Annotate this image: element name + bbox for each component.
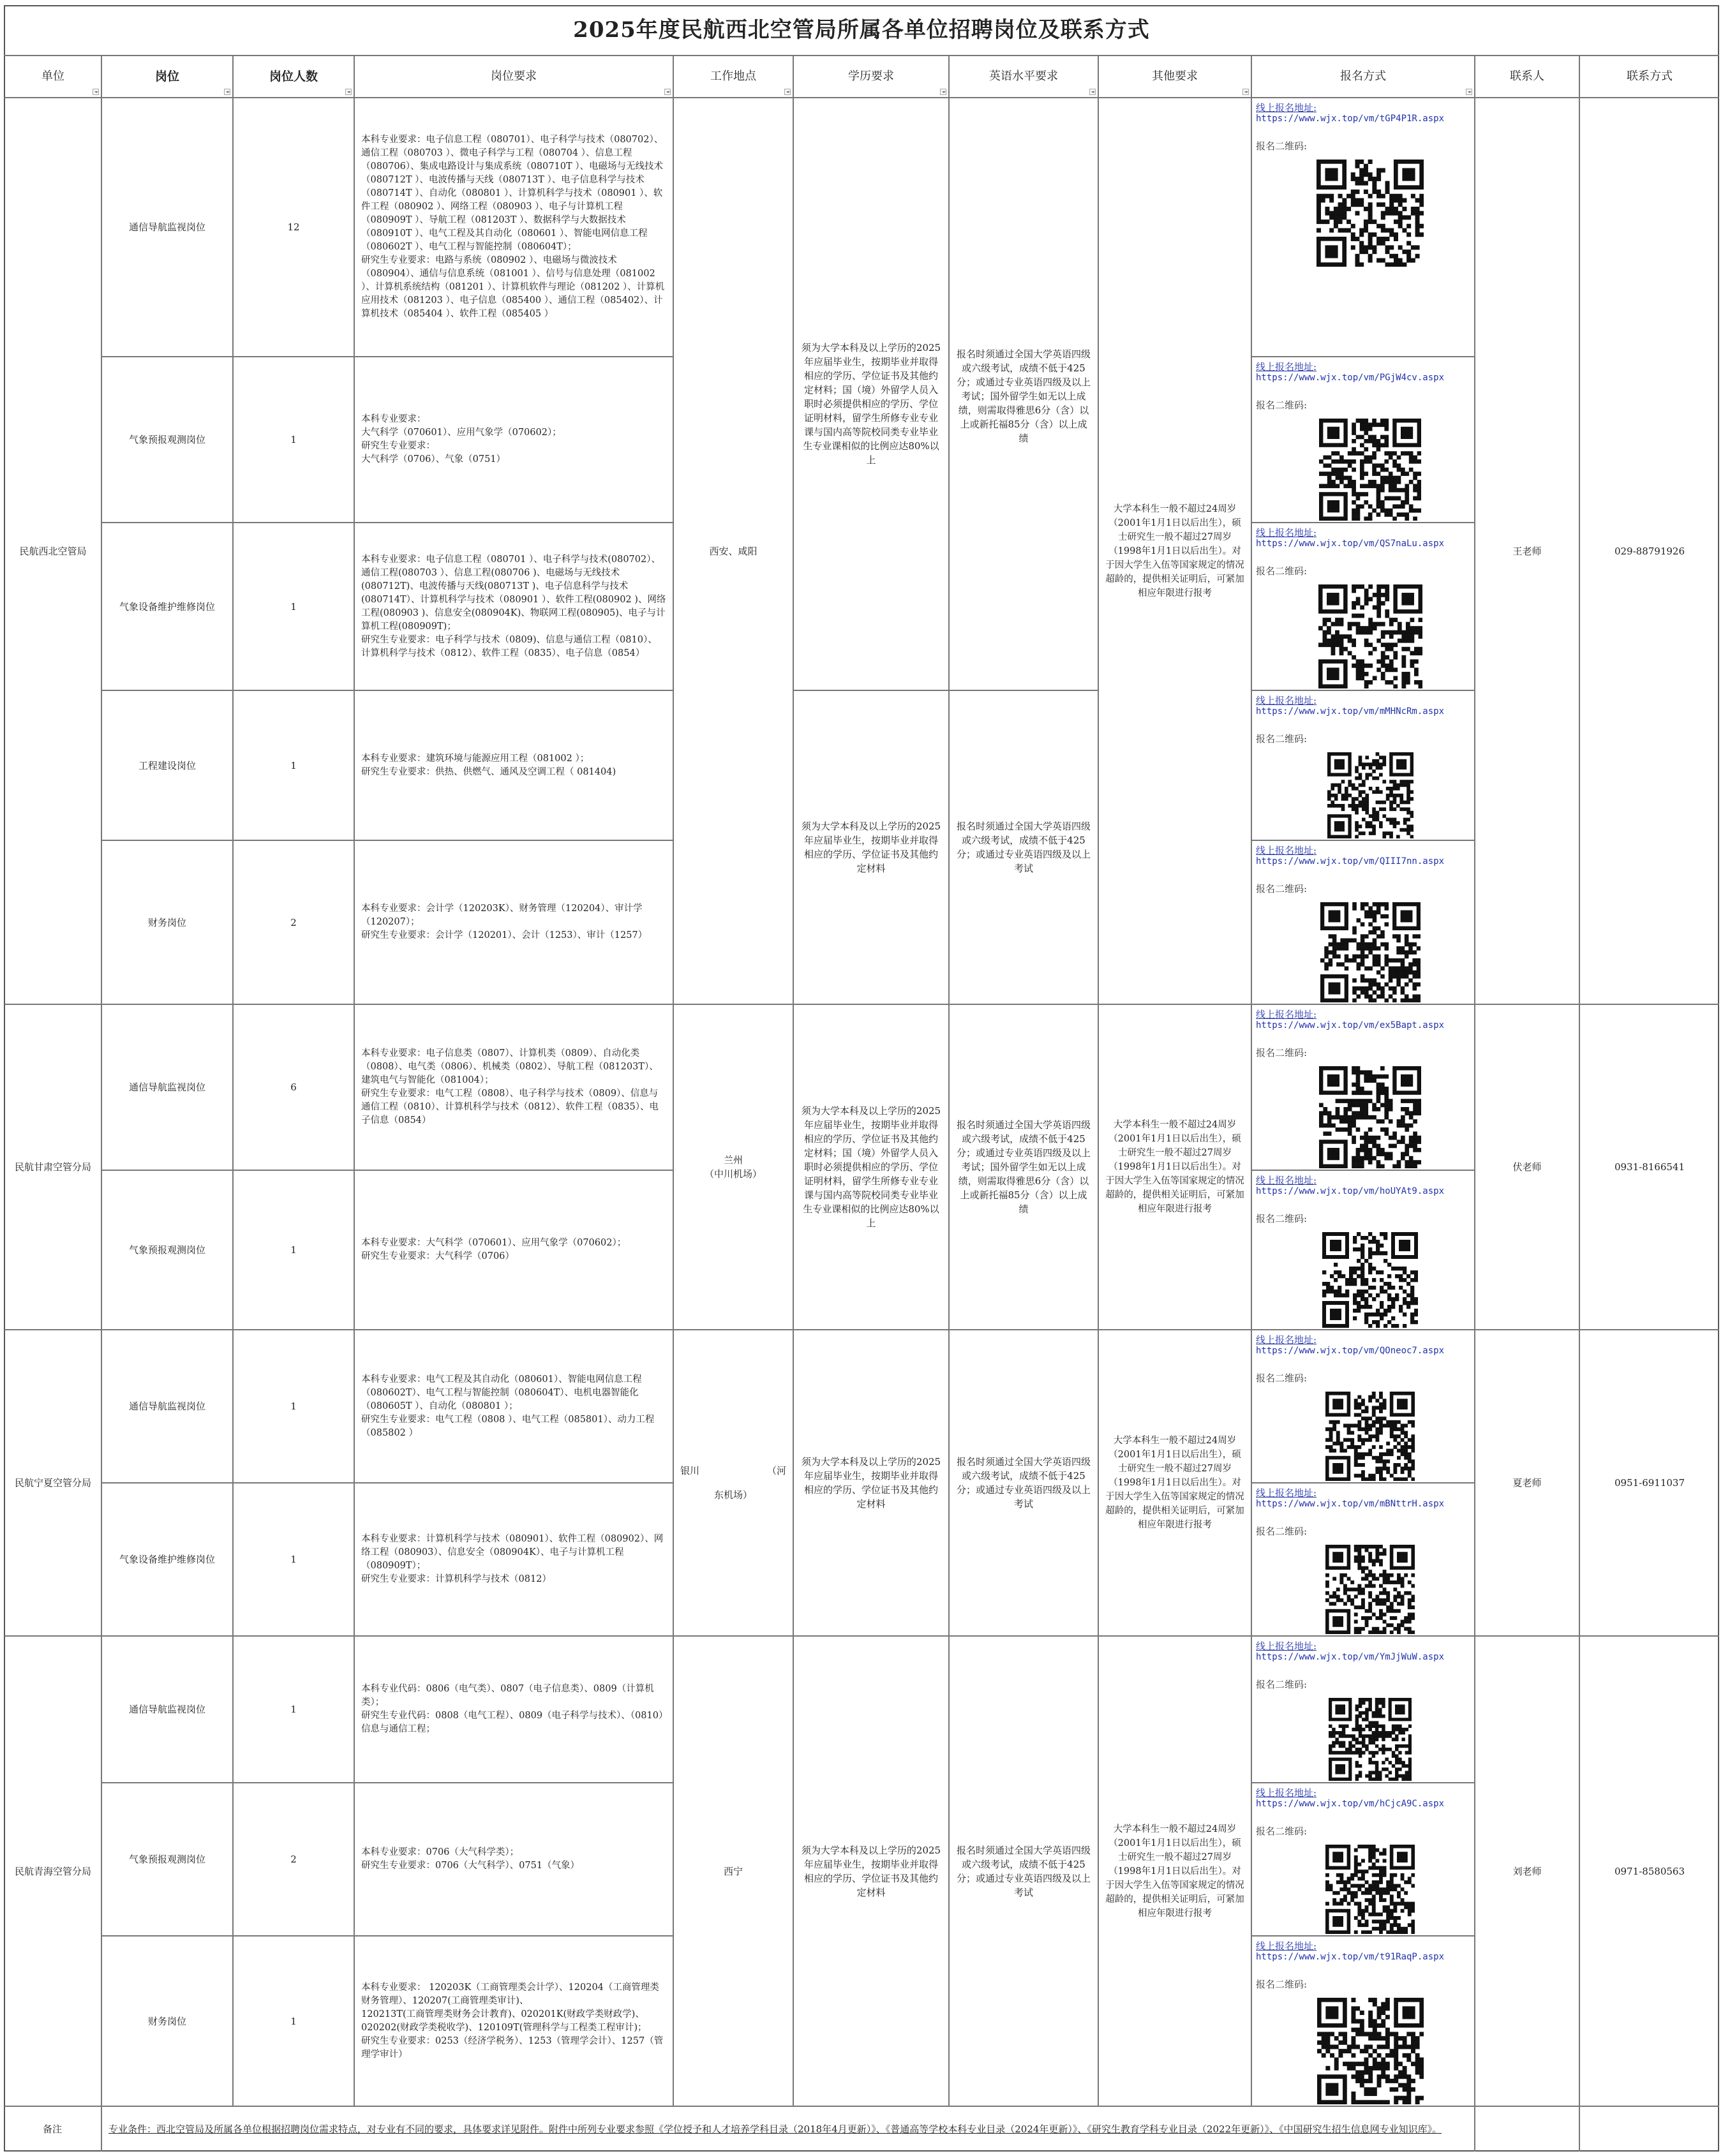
position-name: 工程建设岗位: [102, 691, 234, 841]
signup-qr-label: 报名二维码:: [1256, 140, 1308, 152]
signup-url-link[interactable]: https://www.wjx.top/vm/hCjcA9C.aspx: [1256, 1799, 1445, 1809]
signup-qr-label: 报名二维码:: [1256, 733, 1308, 745]
position-name: 通信导航监视岗位: [102, 98, 234, 357]
position-name: 气象预报观测岗位: [102, 357, 234, 523]
contact-name: 刘老师: [1475, 1637, 1580, 2107]
location-airport-prefix: （河: [766, 1465, 786, 1476]
position-requirements: 本科专业要求： 120203K（工商管理类会计学）、120204（工商管理类财务管理）、120207(工商管理类审计)、 120213T(工商管理类财务会计教育)、020201K(财政学类财政学)、020202(财政学类税收学)、120109T(管理科学与工程类工程审计)； 研究生专业要求：0253（经济学税务）、1253（管理学会计）、1257（管理学审计）: [355, 1937, 674, 2107]
position-count: 1: [234, 691, 355, 841]
signup-qr-code-icon[interactable]: [1316, 160, 1424, 267]
position-count: 1: [234, 523, 355, 691]
work-location: 西宁: [674, 1637, 794, 2107]
english-requirements: 报名时须通过全国大学英语四级或六级考试，成绩不低于425分；或通过专业英语四级及以上考试；国外留学生如无以上成绩，则需取得雅思6分（含）以上或新托福85分（含）以上成绩: [950, 1005, 1099, 1330]
header-location-label: 工作地点: [710, 70, 756, 83]
position-requirements: 本科专业要求：计算机科学与技术（080901）、软件工程（080902）、网络工程（080903）、信息安全（080904K）、电子与计算机工程（080909T）； 研究生专业要求：计算机科学与技术（0812）: [355, 1483, 674, 1637]
unit-name: 民航甘肃空管分局: [4, 1005, 102, 1330]
filter-dropdown-icon[interactable]: [1242, 89, 1249, 95]
signup-qr-label: 报名二维码:: [1256, 1047, 1308, 1059]
position-count: 1: [234, 1637, 355, 1783]
remarks-text: [102, 2107, 1475, 2152]
signup-url-link[interactable]: https://www.wjx.top/vm/ex5Bapt.aspx: [1256, 1020, 1445, 1030]
position-name: 通信导航监视岗位: [102, 1005, 234, 1171]
header-unit-label: 单位: [41, 70, 64, 83]
position-requirements: 本科专业要求：电子信息工程（080701）、电子科学与技术（080702）、通信工程（080703 ）、微电子科学与工程（080704 ）、信息工程（080706）、集成电路设计与集成系统（080710T ）、电磁场与无线技术（080712T ）、电波传播与天线（080713T ）、电子信息科学与技术（080714T ）、自动化（080801 ）、计算机科学与技术（080901 ）、软件工程（080902 ）、网络工程（080903 ）、电子与计算机工程（080909T ）、导航工程（081203T ）、数据科学与大数据技术（080910T ）、电气工程及其自动化（080601 ）、智能电网信息工程（080602T ）、电气工程与智能控制（080604T）； 研究生专业要求：电路与系统（080902 ）、电磁场与微波技术（080904）、通信与信息系统（081001 ）、信号与信息处理（081002 ）、计算机系统结构（081201 ）、计算机软件与理论（081202 ）、计算机应用技术（081203 ）、电子信息（085400 ）、通信工程（085402）、计算机技术（085404 ）、软件工程（085405 ）: [355, 98, 674, 357]
header-position[interactable]: [102, 56, 234, 98]
filter-dropdown-icon[interactable]: [664, 89, 671, 95]
signup-url-link[interactable]: https://www.wjx.top/vm/mBNttrH.aspx: [1256, 1499, 1445, 1509]
signup-qr-label: 报名二维码:: [1256, 1979, 1308, 1990]
education-requirements: 须为大学本科及以上学历的2025年应届毕业生，按期毕业并取得相应的学历、学位证书及其他约定材料: [794, 691, 950, 1005]
signup-qr-label: 报名二维码:: [1256, 1372, 1308, 1384]
education-requirements: 须为大学本科及以上学历的2025年应届毕业生，按期毕业并取得相应的学历、学位证书及其他约定材料: [794, 1637, 950, 2107]
signup-cell: [1252, 691, 1475, 841]
signup-cell: [1252, 523, 1475, 691]
position-name: 气象预报观测岗位: [102, 1783, 234, 1937]
other-requirements: 大学本科生一般不超过24周岁（2001年1月1日以后出生），硕士研究生一般不超过27周岁（1998年1月1日以后出生）。对于因大学生入伍等国家规定的情况超龄的，提供相关证明后，可紧加相应年限进行报考: [1099, 1330, 1252, 1637]
signup-cell: [1252, 98, 1475, 357]
contact-phone: 029-88791926: [1580, 98, 1719, 1005]
contact-name: 夏老师: [1475, 1330, 1580, 1637]
signup-cell: [1252, 1330, 1475, 1483]
signup-url-link[interactable]: https://www.wjx.top/vm/QS7naLu.aspx: [1256, 539, 1445, 549]
signup-qr-code-icon[interactable]: [1327, 752, 1413, 838]
position-name: 气象预报观测岗位: [102, 1171, 234, 1330]
position-count: 1: [234, 1330, 355, 1483]
signup-cell: [1252, 1637, 1475, 1783]
english-requirements: 报名时须通过全国大学英语四级或六级考试，成绩不低于425分；或通过专业英语四级及以上考试: [950, 691, 1099, 1005]
position-name: 通信导航监视岗位: [102, 1330, 234, 1483]
signup-qr-code-icon[interactable]: [1322, 1232, 1418, 1328]
position-requirements: 本科专业要求：建筑环境与能源应用工程（081002 ）； 研究生专业要求：供热、供燃气、通风及空调工程（ 081404): [355, 691, 674, 841]
position-name: 财务岗位: [102, 841, 234, 1005]
filter-dropdown-icon[interactable]: [345, 89, 352, 95]
other-requirements: 大学本科生一般不超过24周岁（2001年1月1日以后出生），硕士研究生一般不超过27周岁（1998年1月1日以后出生）。对于因大学生入伍等国家规定的情况超龄的，提供相关证明后，可紧加相应年限进行报考: [1099, 1005, 1252, 1330]
position-name: 通信导航监视岗位: [102, 1637, 234, 1783]
signup-qr-label: 报名二维码:: [1256, 399, 1308, 411]
signup-cell: [1252, 1783, 1475, 1937]
page-title: 2025年度民航西北空管局所属各单位招聘岗位及联系方式: [4, 5, 1719, 56]
signup-online-label: 线上报名地址:: [1256, 845, 1317, 856]
signup-qr-code-icon[interactable]: [1325, 1545, 1415, 1634]
signup-online-label: 线上报名地址:: [1256, 527, 1317, 539]
header-signup[interactable]: [1252, 56, 1475, 98]
signup-qr-label: 报名二维码:: [1256, 1679, 1308, 1690]
contact-phone: 0931-8166541: [1580, 1005, 1719, 1330]
position-count: 1: [234, 1937, 355, 2107]
position-count: 1: [234, 357, 355, 523]
filter-dropdown-icon[interactable]: [784, 89, 791, 95]
signup-url-link[interactable]: https://www.wjx.top/vm/t91RaqP.aspx: [1256, 1952, 1445, 1962]
filter-dropdown-icon[interactable]: [93, 89, 99, 95]
position-count: 12: [234, 98, 355, 357]
signup-qr-label: 报名二维码:: [1256, 1825, 1308, 1837]
remarks-label: 备注: [4, 2107, 102, 2152]
signup-qr-code-icon[interactable]: [1325, 1392, 1415, 1481]
filter-dropdown-icon[interactable]: [1089, 89, 1096, 95]
work-location: [674, 1330, 794, 1637]
signup-url-link[interactable]: https://www.wjx.top/vm/mMHNcRm.aspx: [1256, 706, 1445, 717]
signup-online-label: 线上报名地址:: [1256, 1940, 1317, 1952]
signup-cell: [1252, 841, 1475, 1005]
signup-url-link[interactable]: https://www.wjx.top/vm/hoUYAt9.aspx: [1256, 1186, 1445, 1196]
header-requirements[interactable]: [355, 56, 674, 98]
signup-cell: [1252, 357, 1475, 523]
header-location[interactable]: [674, 56, 794, 98]
english-requirements: 报名时须通过全国大学英语四级或六级考试，成绩不低于425分；或通过专业英语四级及以上考试；国外留学生如无以上成绩，则需取得雅思6分（含）以上或新托福85分（含）以上成绩: [950, 98, 1099, 691]
signup-online-label: 线上报名地址:: [1256, 1334, 1317, 1346]
signup-online-label: 线上报名地址:: [1256, 1175, 1317, 1186]
header-signup-label: 报名方式: [1340, 70, 1386, 83]
signup-qr-code-icon[interactable]: [1325, 1845, 1415, 1934]
signup-url-link[interactable]: https://www.wjx.top/vm/QIII7nn.aspx: [1256, 856, 1445, 866]
position-count: 2: [234, 841, 355, 1005]
signup-qr-code-icon[interactable]: [1319, 419, 1421, 521]
english-requirements: 报名时须通过全国大学英语四级或六级考试，成绩不低于425分；或通过专业英语四级及以上考试: [950, 1330, 1099, 1637]
filter-dropdown-icon[interactable]: [224, 89, 230, 95]
position-name: 气象设备维护维修岗位: [102, 523, 234, 691]
unit-name: 民航西北空管局: [4, 98, 102, 1005]
header-english-label: 英语水平要求: [989, 70, 1058, 83]
header-unit[interactable]: [4, 56, 102, 98]
signup-url-link[interactable]: https://www.wjx.top/vm/YmJjWuW.aspx: [1256, 1652, 1445, 1662]
work-location: 西安、咸阳: [674, 98, 794, 1005]
position-count: 6: [234, 1005, 355, 1171]
signup-qr-label: 报名二维码:: [1256, 565, 1308, 577]
unit-name: 民航青海空管分局: [4, 1637, 102, 2107]
signup-online-label: 线上报名地址:: [1256, 102, 1317, 114]
position-name: 气象设备维护维修岗位: [102, 1483, 234, 1637]
header-other-label: 其他要求: [1152, 70, 1198, 83]
header-contact: 联系人: [1475, 56, 1580, 98]
header-english[interactable]: [950, 56, 1099, 98]
remarks-text-content: 专业条件：西北空管局及所属各单位根据招聘岗位需求特点，对专业有不同的要求，具体要求详见附件。附件中所列专业要求参照《学位授予和人才培养学科目录（2018年4月更新）》、《普通高等学校本科专业目录（2024年更新）》、《研究生教育学科专业目录（2022年更新）》、《中国研究生招生信息网专业知识库》。: [108, 2123, 1442, 2135]
position-requirements: 本科专业要求：电子信息工程（080701 ）、电子科学与技术(080702）、通信工程(080703 ）、信息工程(080706 )、电磁场与无线技术(080712T)、电波传播与天线(080713T )、电子信息科学与技术(080714T）、计算机科学与技术（080901 ）、软件工程(080902 )、网络工程(080903 )、信息安全(080904K)、物联网工程(080905)、电子与计算机工程(080909T)； 研究生专业要求：电子科学与技术（0809)、信息与通信工程（0810）、计算机科学与技术（0812）、软件工程（0835）、电子信息（0854）: [355, 523, 674, 691]
education-requirements: 须为大学本科及以上学历的2025年应届毕业生，按期毕业并取得相应的学历、学位证书及其他约定材料: [794, 1330, 950, 1637]
position-requirements: 本科专业要求：电气工程及其自动化（080601）、智能电网信息工程（080602T）、电气工程与智能控制（080604T）、电机电器智能化（080605T ）、自动化（080801 ）； 研究生专业要求：电气工程（0808 ）、电气工程（085801）、动力工程（085802 ）: [355, 1330, 674, 1483]
signup-cell: [1252, 1483, 1475, 1637]
signup-qr-code-icon[interactable]: [1319, 1066, 1421, 1168]
position-count: 2: [234, 1783, 355, 1937]
position-requirements: 本科专业要求：会计学（120203K）、财务管理（120204）、审计学（120207）； 研究生专业要求：会计学（120201）、会计（1253）、审计（1257）: [355, 841, 674, 1005]
signup-url-link[interactable]: https://www.wjx.top/vm/QOneoc7.aspx: [1256, 1346, 1445, 1356]
filter-dropdown-icon[interactable]: [1466, 89, 1472, 95]
contact-phone: 0951-6911037: [1580, 1330, 1719, 1637]
position-name: 财务岗位: [102, 1937, 234, 2107]
signup-url-link[interactable]: https://www.wjx.top/vm/PGjW4cv.aspx: [1256, 373, 1445, 383]
signup-online-label: 线上报名地址:: [1256, 1487, 1317, 1499]
signup-qr-code-icon[interactable]: [1320, 902, 1421, 1002]
work-location: 兰州 （中川机场）: [674, 1005, 794, 1330]
signup-cell: [1252, 1171, 1475, 1330]
signup-online-label: 线上报名地址:: [1256, 361, 1317, 373]
position-count: 1: [234, 1483, 355, 1637]
position-requirements: 本科专业代码：0806（电气类）、0807（电子信息类）、0809（计算机类）； 研究生专业代码：0808（电气工程）、0809（电子科学与技术）、（0810）信息与通信工程；: [355, 1637, 674, 1783]
signup-qr-label: 报名二维码:: [1256, 1526, 1308, 1537]
contact-phone: 0971-8580563: [1580, 1637, 1719, 2107]
header-requirements-label: 岗位要求: [491, 70, 537, 83]
location-city: 银川: [680, 1465, 700, 1476]
header-education-label: 学历要求: [848, 70, 894, 83]
filter-dropdown-icon[interactable]: [940, 89, 946, 95]
signup-cell: [1252, 1005, 1475, 1171]
signup-qr-label: 报名二维码:: [1256, 883, 1308, 895]
signup-qr-code-icon[interactable]: [1317, 1998, 1424, 2104]
english-requirements: 报名时须通过全国大学英语四级或六级考试，成绩不低于425分；或通过专业英语四级及以上考试: [950, 1637, 1099, 2107]
education-requirements: 须为大学本科及以上学历的2025年应届毕业生，按期毕业并取得相应的学历、学位证书及其他约定材料；国（境）外留学人员入职时必须提供相应的学历、学位证明材料，留学生所修专业专业课与国内高等院校同类专业毕业生专业课相似的比例应达80%以上: [794, 1005, 950, 1330]
position-count: 1: [234, 1171, 355, 1330]
signup-qr-label: 报名二维码:: [1256, 1213, 1308, 1224]
signup-qr-code-icon[interactable]: [1329, 1698, 1412, 1781]
remarks-empty-phone: [1580, 2107, 1719, 2152]
signup-online-label: 线上报名地址:: [1256, 1787, 1317, 1799]
education-requirements: 须为大学本科及以上学历的2025年应届毕业生，按期毕业并取得相应的学历、学位证书及其他约定材料；国（境）外留学人员入职时必须提供相应的学历、学位证明材料，留学生所修专业专业课与国内高等院校同类专业毕业生专业课相似的比例应达80%以上: [794, 98, 950, 691]
contact-name: 王老师: [1475, 98, 1580, 1005]
signup-url-link[interactable]: https://www.wjx.top/vm/tGP4P1R.aspx: [1256, 114, 1445, 124]
position-requirements: 本科专业要求：电子信息类（0807）、计算机类（0809）、自动化类（0808）、电气类（0806）、机械类（0802）、导航工程（081203T）、建筑电气与智能化（081004）； 研究生专业要求：电气工程（0808）、电子科学与技术（0809）、信息与通信工程（0810）、计算机科学与技术（0812）、软件工程（0835）、电子信息（0854）: [355, 1005, 674, 1171]
header-count-label: 岗位人数: [269, 70, 318, 84]
position-requirements: 本科专业要求： 大气科学（070601）、应用气象学（070602）； 研究生专业要求： 大气科学（0706）、气象（0751）: [355, 357, 674, 523]
signup-online-label: 线上报名地址:: [1256, 695, 1317, 706]
header-count[interactable]: [234, 56, 355, 98]
signup-qr-code-icon[interactable]: [1318, 584, 1422, 688]
unit-name: 民航宁夏空管分局: [4, 1330, 102, 1637]
header-other[interactable]: [1099, 56, 1252, 98]
position-requirements: 本科专业要求：大气科学（070601）、应用气象学（070602）； 研究生专业要求：大气科学（0706）: [355, 1171, 674, 1330]
header-position-label: 岗位: [154, 70, 179, 84]
position-requirements: 本科专业要求：0706（大气科学类）； 研究生专业要求：0706（大气科学）、0751（气象）: [355, 1783, 674, 1937]
location-airport: 东机场）: [713, 1489, 752, 1501]
header-education[interactable]: [794, 56, 950, 98]
signup-online-label: 线上报名地址:: [1256, 1009, 1317, 1020]
remarks-empty-contact: [1475, 2107, 1580, 2152]
signup-online-label: 线上报名地址:: [1256, 1640, 1317, 1652]
other-requirements: 大学本科生一般不超过24周岁（2001年1月1日以后出生），硕士研究生一般不超过27周岁（1998年1月1日以后出生）。对于因大学生入伍等国家规定的情况超龄的，提供相关证明后，可紧加相应年限进行报考: [1099, 1637, 1252, 2107]
signup-cell: [1252, 1937, 1475, 2107]
other-requirements: 大学本科生一般不超过24周岁（2001年1月1日以后出生），硕士研究生一般不超过27周岁（1998年1月1日以后出生）。对于因大学生入伍等国家规定的情况超龄的，提供相关证明后，可紧加相应年限进行报考: [1099, 98, 1252, 1005]
header-phone: 联系方式: [1580, 56, 1719, 98]
contact-name: 伏老师: [1475, 1005, 1580, 1330]
